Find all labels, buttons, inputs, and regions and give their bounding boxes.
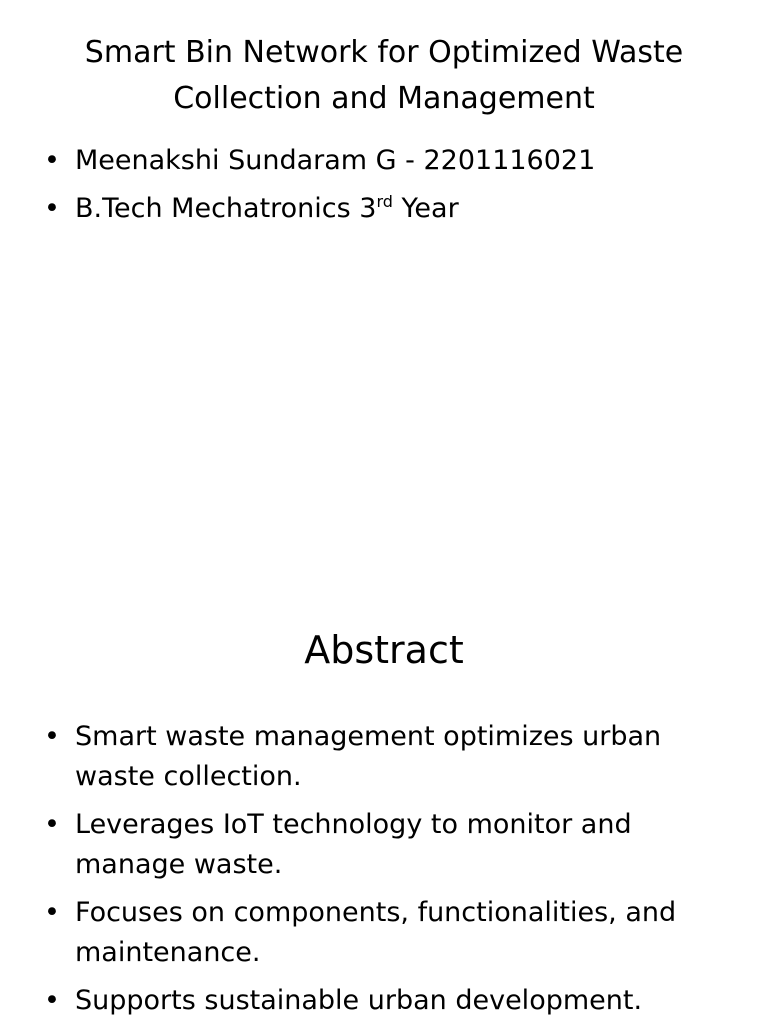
bullet-icon: • — [44, 897, 60, 928]
abstract-bullet-line1: Supports sustainable urban development. — [75, 985, 643, 1016]
abstract-bullet-line2: waste collection. — [75, 761, 302, 792]
author-name: Meenakshi Sundaram G - 2201116021 — [75, 145, 596, 176]
title-line-1: Smart Bin Network for Optimized Waste — [84, 35, 684, 70]
abstract-bullet — [40, 981, 720, 1021]
bullet-icon: • — [44, 985, 60, 1016]
title-line-2: Collection and Management — [173, 81, 595, 116]
slide-title-heading — [40, 30, 728, 122]
abstract-bullet — [40, 893, 720, 973]
course-ordinal-suffix: rd — [376, 192, 393, 211]
abstract-bullet-line2: maintenance. — [75, 937, 261, 968]
bullet-icon: • — [44, 193, 60, 224]
abstract-bullet-line1: Smart waste management optimizes urban — [75, 721, 662, 752]
author-bullet — [40, 141, 720, 181]
course-bullet — [40, 189, 720, 229]
author-list — [40, 141, 720, 237]
bullet-icon: • — [44, 145, 60, 176]
slide-abstract — [0, 576, 768, 1024]
course-text-year: Year — [392, 193, 459, 224]
course-text — [75, 193, 459, 224]
abstract-list — [40, 717, 720, 1029]
abstract-bullet — [40, 805, 720, 885]
bullet-icon: • — [44, 809, 60, 840]
abstract-bullet-line2: manage waste. — [75, 849, 283, 880]
abstract-bullet — [40, 717, 720, 797]
course-text-main: B.Tech Mechatronics 3 — [75, 193, 377, 224]
bullet-icon: • — [44, 721, 60, 752]
abstract-bullet-line1: Leverages IoT technology to monitor and — [75, 809, 632, 840]
abstract-bullet-line1: Focuses on components, functionalities, and — [75, 897, 677, 928]
abstract-heading: Abstract — [304, 628, 464, 672]
